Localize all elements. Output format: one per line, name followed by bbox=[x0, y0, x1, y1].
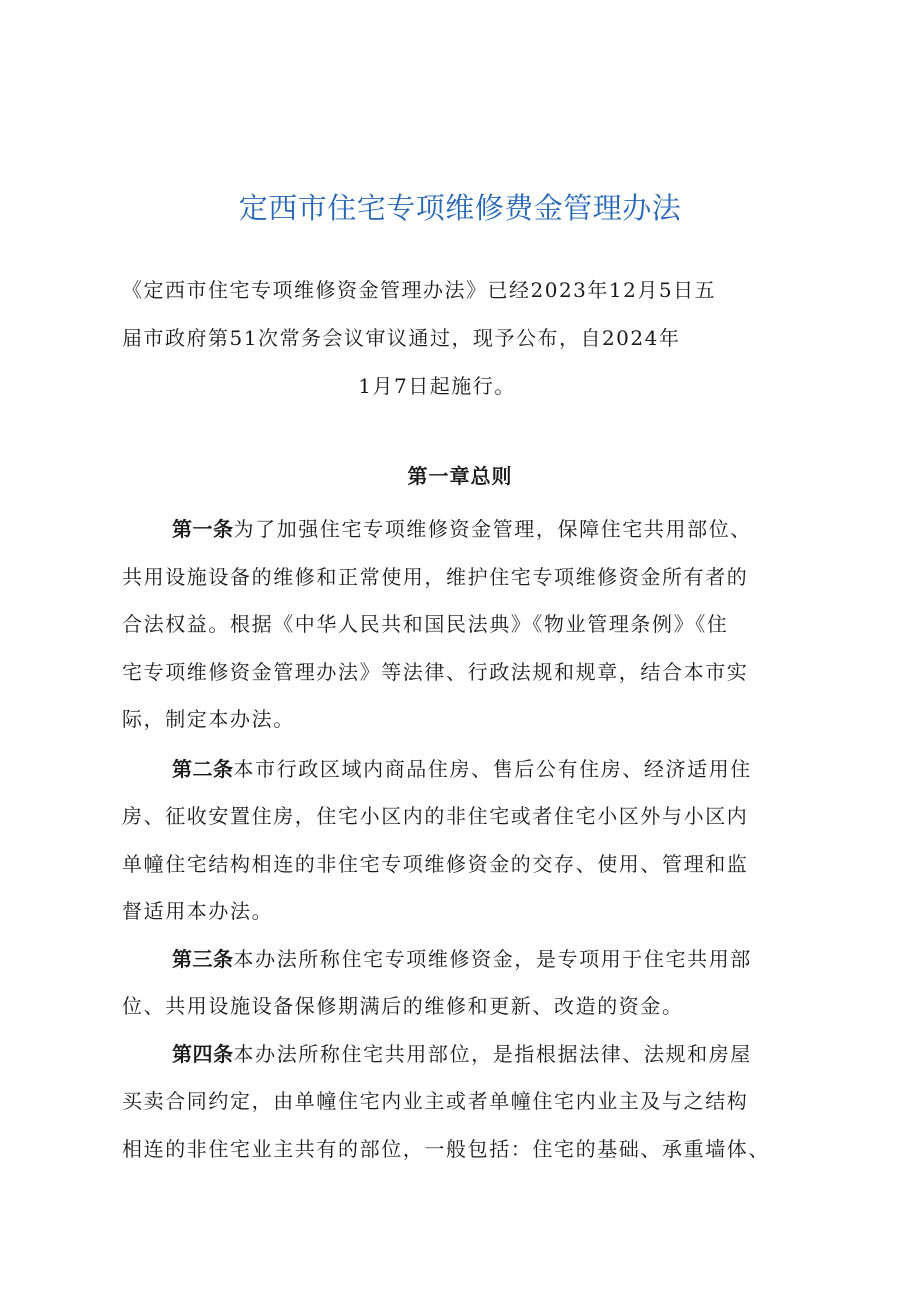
article-line: 房、征收安置住房，住宅小区内的非住宅或者住宅小区外与小区内 bbox=[122, 804, 749, 828]
article-text: 本办法所称住宅专项维修资金，是专项用于住宅共用部 bbox=[233, 946, 752, 971]
article-4 bbox=[122, 1031, 812, 1174]
intro-line: 届市政府第51次常务会议审议通过，现予公布，自2024年 bbox=[122, 326, 681, 350]
intro-line: 《定西市住宅专项维修资金管理办法》已经2023年12月5日五 bbox=[122, 278, 717, 302]
article-heading: 第三条 bbox=[172, 946, 234, 971]
article-line: 相连的非住宅业主共有的部位，一般包括：住宅的基础、承重墙体、 bbox=[122, 1136, 770, 1161]
article-line: 际，制定本办法。 bbox=[122, 707, 295, 731]
article-heading: 第四条 bbox=[172, 1041, 234, 1066]
article-line: 宅专项维修资金管理办法》等法律、行政法规和规章，结合本市实 bbox=[122, 659, 749, 684]
article-line bbox=[122, 746, 812, 794]
article-text: 本办法所称住宅共用部位，是指根据法律、法规和房屋 bbox=[233, 1041, 752, 1066]
article-heading: 第二条 bbox=[172, 756, 234, 781]
article-heading: 第一条 bbox=[172, 517, 234, 541]
articles-body bbox=[122, 506, 812, 1173]
article-line: 买卖合同约定，由单幢住宅内业主或者单幢住宅内业主及与之结构 bbox=[122, 1089, 749, 1113]
article-text: 为了加强住宅专项维修资金管理，保障住宅共用部位、 bbox=[233, 517, 752, 541]
article-2 bbox=[122, 746, 812, 936]
article-3 bbox=[122, 936, 812, 1031]
article-line: 共用设施设备的维修和正常使用，维护住宅专项维修资金所有者的 bbox=[122, 564, 749, 589]
article-text: 本市行政区域内商品住房、售后公有住房、经济适用住 bbox=[233, 756, 752, 781]
intro-line: 1月7日起施行。 bbox=[358, 374, 516, 398]
intro-paragraph bbox=[122, 266, 812, 410]
article-line: 位、共用设施设备保修期满后的维修和更新、改造的资金。 bbox=[122, 994, 684, 1018]
article-line: 合法权益。根据《中华人民共和国民法典》《物业管理条例》《住 bbox=[122, 612, 729, 636]
article-line: 督适用本办法。 bbox=[122, 899, 274, 923]
chapter-heading: 第一章总则 bbox=[407, 464, 513, 488]
article-line: 单幢住宅结构相连的非住宅专项维修资金的交存、使用、管理和监 bbox=[122, 851, 749, 876]
article-line bbox=[122, 506, 812, 554]
article-line bbox=[122, 936, 812, 984]
article-line bbox=[122, 1031, 812, 1079]
article-1 bbox=[122, 506, 812, 744]
document-title: 定西市住宅专项维修费金管理办法 bbox=[238, 191, 682, 225]
